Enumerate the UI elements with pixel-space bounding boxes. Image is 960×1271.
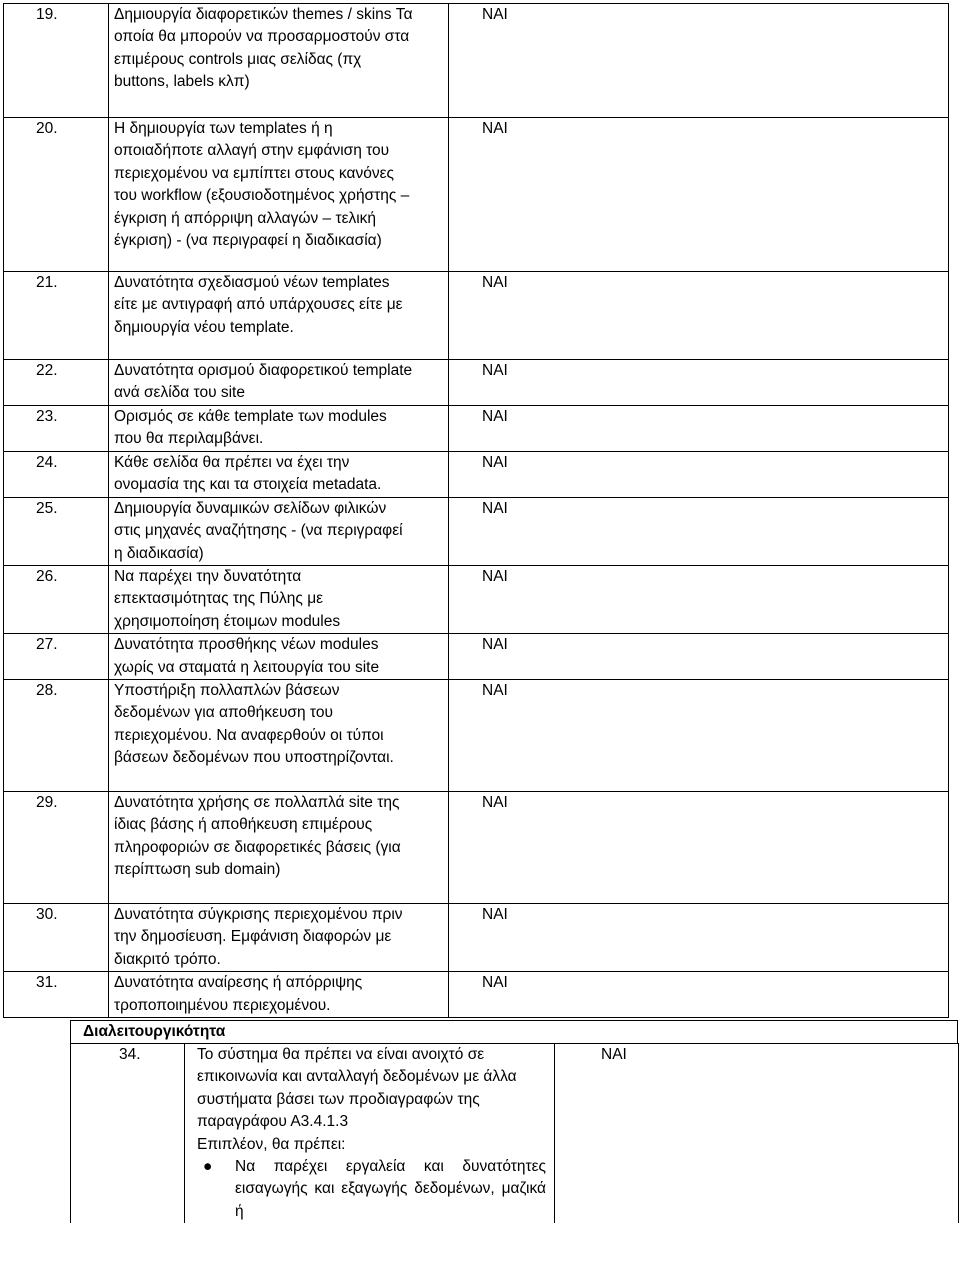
bullet-text: Να παρέχει εργαλεία και δυνατότητες εισαγωγής και εξαγωγής δεδομένων, μαζικά ή — [235, 1158, 546, 1220]
row-number: 21. — [4, 272, 109, 360]
row-answer: ΝΑΙ — [449, 451, 949, 497]
row-text — [185, 1044, 555, 1224]
table-row-34 — [71, 1044, 959, 1224]
requirements-table — [3, 3, 949, 1018]
row-text — [109, 904, 449, 972]
table-row — [4, 566, 949, 634]
row-answer: ΝΑΙ — [449, 634, 949, 680]
row-text — [109, 792, 449, 904]
section-heading-label: Διαλειτουργικότητα — [83, 1023, 226, 1040]
row-answer: ΝΑΙ — [449, 497, 949, 565]
row-number: 24. — [4, 451, 109, 497]
table-row — [4, 451, 949, 497]
row-number: 31. — [4, 972, 109, 1018]
table-row — [4, 406, 949, 452]
bullet-item — [197, 1156, 546, 1223]
requirement-text: Κάθε σελίδα θα πρέπει να έχει την ονομασία της και τα στοιχεία metadata. — [114, 453, 382, 494]
row-answer: ΝΑΙ — [449, 360, 949, 406]
requirement-text: Δυνατότητα σχεδιασμού νέων templates είτε με αντιγραφή από υπάρχουσες είτε με δημιουργία νέου template. — [114, 274, 403, 336]
row-answer: ΝΑΙ — [449, 566, 949, 634]
requirement-text: Δημιουργία διαφορετικών themes / skins Τα οποία θα μπορούν να προσαρμοστούν στα επιμέρους controls μιας σελίδας (πχ buttons, labels κλπ) — [114, 6, 413, 91]
row-text — [109, 634, 449, 680]
section-heading — [70, 1020, 958, 1044]
bullet-icon: ● — [203, 1158, 213, 1176]
row-number: 23. — [4, 406, 109, 452]
table-row — [4, 360, 949, 406]
row-text — [109, 680, 449, 792]
row-answer: ΝΑΙ — [449, 4, 949, 118]
requirement-text: Υποστήριξη πολλαπλών βάσεων δεδομένων για αποθήκευση του περιεχομένου. Να αναφερθούν οι τύποι βάσεων δεδομένων που υποστηρίζονται. — [114, 682, 394, 767]
row-text — [109, 451, 449, 497]
requirement-text: Δυνατότητα προσθήκης νέων modules χωρίς να σταματά η λειτουργία του site — [114, 636, 380, 676]
row-number: 28. — [4, 680, 109, 792]
requirement-text: Να παρέχει την δυνατότητα επεκτασιμότητας της Πύλης με χρησιμοποίηση έτοιμων modules — [114, 568, 341, 630]
table-row — [4, 634, 949, 680]
row-number: 30. — [4, 904, 109, 972]
requirement-text: Δυνατότητα αναίρεσης ή απόρριψης τροποποιημένου περιεχομένου. — [114, 974, 363, 1014]
interoperability-table — [70, 1043, 959, 1223]
row-text — [109, 566, 449, 634]
table-row — [4, 118, 949, 272]
table-row — [4, 680, 949, 792]
row-answer: ΝΑΙ — [449, 118, 949, 272]
row-number: 34. — [71, 1044, 185, 1224]
requirement-text: Η δημιουργία των templates ή η οποιαδήποτε αλλαγή στην εμφάνιση του περιεχομένου να εμπίπτει στους κανόνες του workflow (εξουσιοδοτημένος χρήστης – έγκριση ή απόρριψη αλλαγών – τελική έγκριση) - (να περιγραφεί η διαδικασία) — [114, 120, 410, 250]
row-answer: ΝΑΙ — [449, 792, 949, 904]
row-number: 29. — [4, 792, 109, 904]
row-number: 25. — [4, 497, 109, 565]
row-number: 19. — [4, 4, 109, 118]
row-text — [109, 118, 449, 272]
row-text — [109, 497, 449, 565]
row-answer: ΝΑΙ — [449, 272, 949, 360]
row-text — [109, 406, 449, 452]
table-row — [4, 972, 949, 1018]
row-answer: ΝΑΙ — [449, 904, 949, 972]
row-number: 20. — [4, 118, 109, 272]
table-row — [4, 904, 949, 972]
requirement-extra: Επιπλέον, θα πρέπει: — [197, 1135, 346, 1153]
requirement-text: Δημιουργία δυναμικών σελίδων φιλικών στις μηχανές αναζήτησης - (να περιγραφεί η διαδικασία) — [114, 499, 403, 562]
row-answer: ΝΑΙ — [449, 972, 949, 1018]
row-text — [109, 972, 449, 1018]
row-text — [109, 4, 449, 118]
row-answer: ΝΑΙ — [449, 680, 949, 792]
table-row — [4, 272, 949, 360]
requirement-text: Ορισμός σε κάθε template των modules που θα περιλαμβάνει. — [114, 408, 387, 448]
requirement-text: Δυνατότητα χρήσης σε πολλαπλά site της ίδιας βάσης ή αποθήκευση επιμέρους πληροφοριών σε διαφορετικές βάσεις (για περίπτωση sub domain) — [114, 794, 401, 879]
row-answer: ΝΑΙ — [555, 1044, 959, 1224]
row-answer: ΝΑΙ — [449, 406, 949, 452]
row-number: 26. — [4, 566, 109, 634]
requirement-text: Δυνατότητα σύγκρισης περιεχομένου πριν την δημοσίευση. Εμφάνιση διαφορών με διακριτό τρόπο. — [114, 906, 403, 968]
table-row — [4, 792, 949, 904]
row-text — [109, 360, 449, 406]
requirement-text: Το σύστημα θα πρέπει να είναι ανοιχτό σε επικοινωνία και ανταλλαγή δεδομένων με άλλα συστήματα βάσει των προδιαγραφών της παραγράφου Α3.4.1.3 — [197, 1046, 517, 1131]
requirement-text: Δυνατότητα ορισμού διαφορετικού template ανά σελίδα του site — [114, 362, 413, 402]
row-number: 22. — [4, 360, 109, 406]
table-row — [4, 4, 949, 118]
row-number: 27. — [4, 634, 109, 680]
table-row — [4, 497, 949, 565]
row-text — [109, 272, 449, 360]
